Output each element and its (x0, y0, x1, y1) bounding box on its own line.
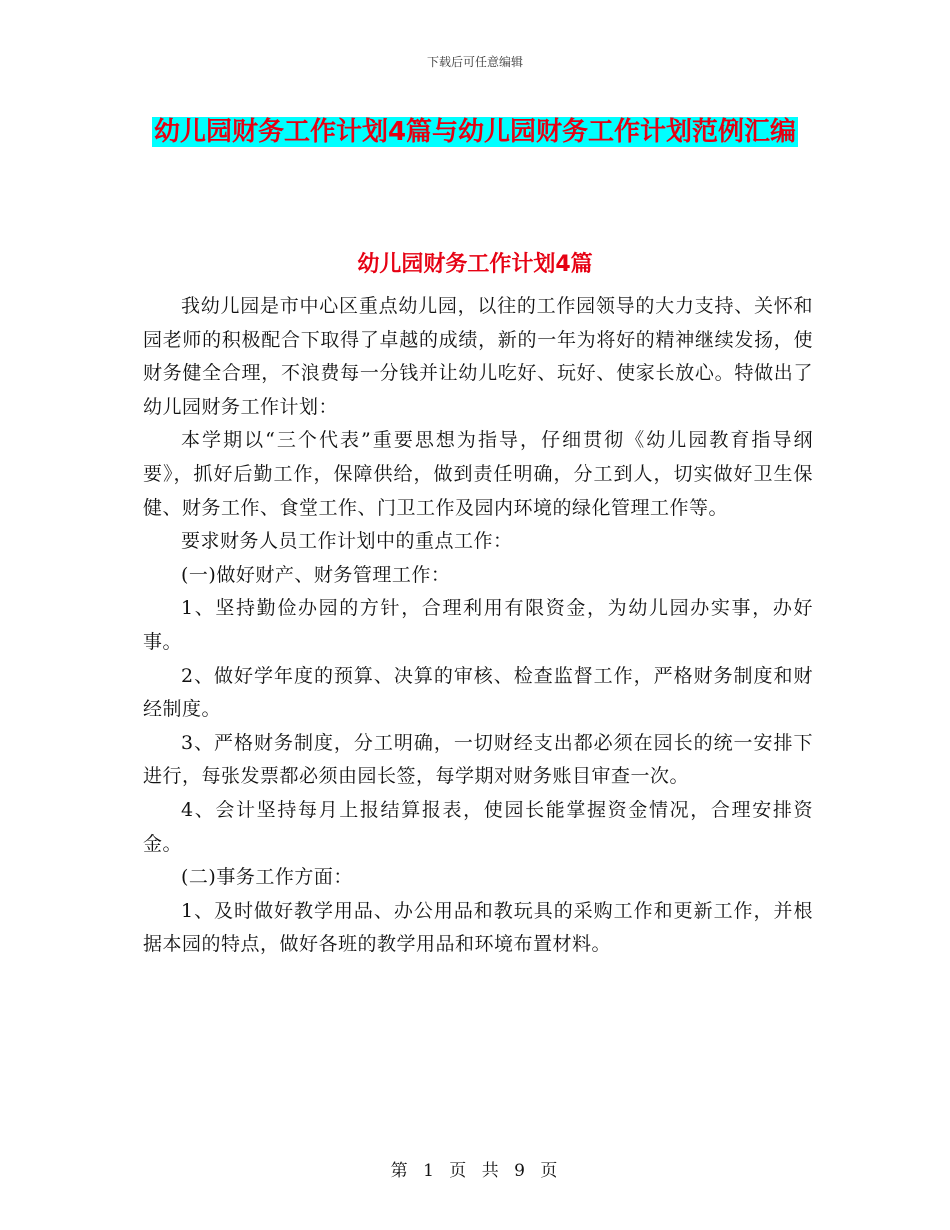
header-note: 下载后可任意编辑 (426, 55, 523, 69)
paragraph: 我幼儿园是市中心区重点幼儿园，以往的工作园领导的大力支持、关怀和园老师的积极配合下取得了卓越的成绩，新的一年为将好的精神继续发扬，使财务健全合理，不浪费每一分钱并让幼儿吃好、玩好、使家长放心。特做出了幼儿园财务工作计划： (143, 295, 813, 418)
document-title (140, 110, 810, 154)
paragraph: 4、会计坚持每月上报结算报表，使园长能掌握资金情况，合理安排资金。 (143, 798, 813, 855)
paragraph: 本学期以“三个代表”重要思想为指导，仔细贯彻《幼儿园教育指导纲要》，抓好后勤工作，保障供给，做到责任明确，分工到人，切实做好卫生保健、财务工作、食堂工作、门卫工作及园内环境的绿化管理工作等。 (143, 429, 813, 519)
paragraph: 2、做好学年度的预算、决算的审核、检查监督工作，严格财务制度和财经制度。 (143, 664, 813, 721)
paragraph: 3、严格财务制度，分工明确，一切财经支出都必须在园长的统一安排下进行，每张发票都必须由园长签，每学期对财务账目审查一次。 (143, 731, 813, 788)
paragraph: 1、坚持勤俭办园的方针，合理利用有限资金，为幼儿园办实事，办好事。 (143, 597, 813, 653)
paragraph: 要求财务人员工作计划中的重点工作： (181, 530, 513, 553)
paragraph: 1、及时做好教学用品、办公用品和教玩具的采购工作和更新工作，并根据本园的特点，做好各班的教学用品和环境布置材料。 (143, 899, 813, 956)
section-title: 幼儿园财务工作计划4篇 (357, 252, 593, 277)
paragraph: (一)做好财产、财务管理工作： (181, 563, 451, 586)
page-footer: 第 1 页 共 9 页 (390, 1161, 560, 1181)
body-text (143, 290, 813, 962)
paragraph: (二)事务工作方面： (181, 866, 353, 889)
document-title-text: 幼儿园财务工作计划4篇与幼儿园财务工作计划范例汇编 (153, 117, 797, 147)
